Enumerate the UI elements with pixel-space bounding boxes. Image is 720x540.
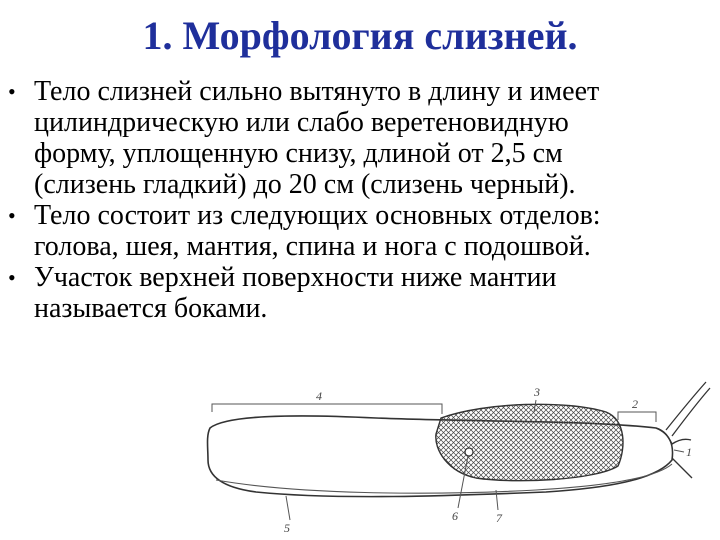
slug-upper-tentacle xyxy=(666,382,710,436)
slug-lower-tentacle xyxy=(672,458,692,478)
leader-line-5 xyxy=(286,496,290,520)
bullet-line: Участок верхней поверхности ниже мантии xyxy=(34,262,557,293)
figure-label-7: 7 xyxy=(496,511,502,525)
bullet-list xyxy=(0,76,720,324)
figure-label-6: 6 xyxy=(452,509,458,523)
slug-diagram xyxy=(186,360,720,540)
bullet-line: Тело слизней сильно вытянуто в длину и имеет xyxy=(34,76,600,107)
figure-label-3: 3 xyxy=(534,385,540,399)
slug-pneumostome xyxy=(465,448,473,456)
bullet-marker: • xyxy=(8,79,16,104)
bullet-item-body-shape xyxy=(0,76,720,200)
figure-label-4: 4 xyxy=(316,389,322,403)
bullet-line: (слизень гладкий) до 20 см (слизень черный). xyxy=(34,169,576,200)
bullet-line: цилиндрическую или слабо веретеновидную xyxy=(34,107,569,138)
figure-label-2: 2 xyxy=(632,397,638,411)
bullet-marker: • xyxy=(8,203,16,228)
bullet-line: Тело состоит из следующих основных отделов: xyxy=(34,200,601,231)
slug-mantle xyxy=(436,404,623,480)
leader-line-1 xyxy=(674,450,684,452)
slug-head xyxy=(656,428,691,444)
bullet-line: называется боками. xyxy=(34,293,268,324)
dimension-line-back xyxy=(212,404,442,414)
leader-line-7 xyxy=(496,490,498,510)
figure-label-1: 1 xyxy=(686,445,692,459)
slide-title: 1. Морфология слизней. xyxy=(142,13,578,58)
bullet-line: форму, уплощенную снизу, длиной от 2,5 см xyxy=(34,138,563,169)
bullet-item-sides xyxy=(0,262,720,324)
bullet-marker: • xyxy=(8,265,16,290)
figure-label-5: 5 xyxy=(284,521,290,535)
bullet-line: голова, шея, мантия, спина и нога с подошвой. xyxy=(34,231,591,262)
dimension-line-neck xyxy=(618,412,656,422)
bullet-item-body-parts xyxy=(0,200,720,262)
